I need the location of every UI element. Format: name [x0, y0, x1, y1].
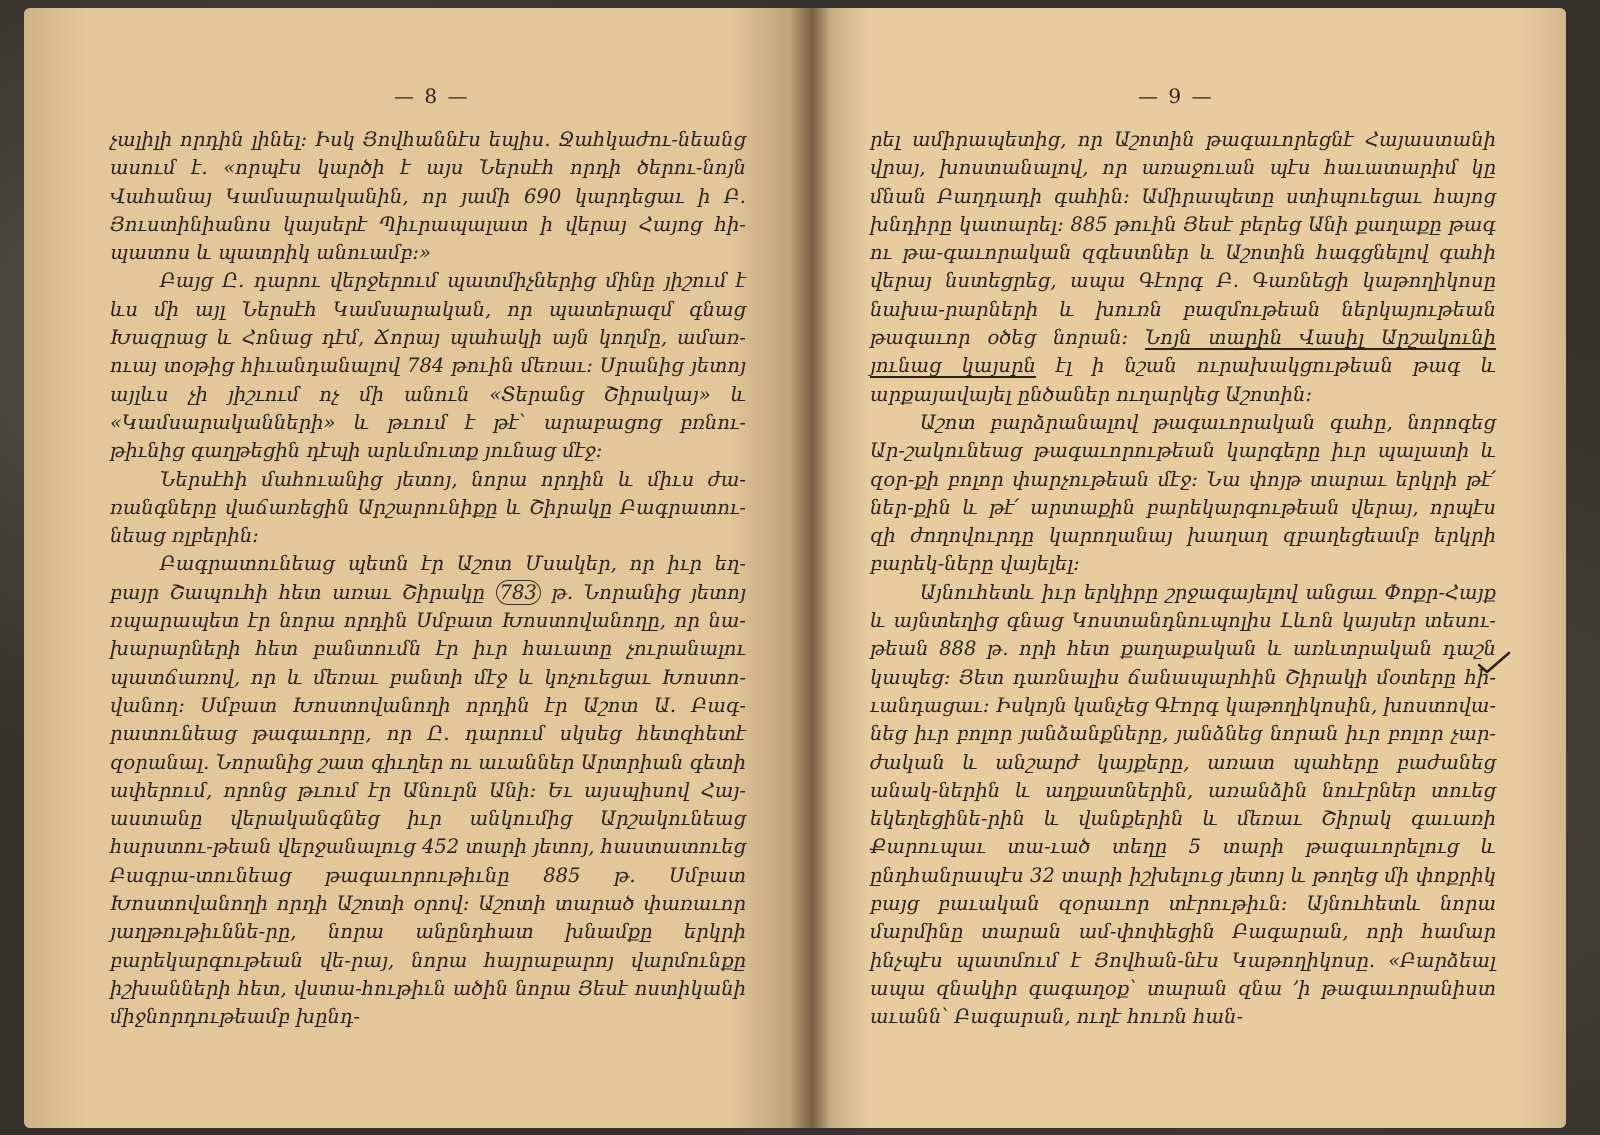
underlined-phrase: Նոյն տարին Վասիլ Արշակունի յունաց կայսրն: [870, 326, 1496, 378]
check-mark-icon: [1476, 648, 1512, 678]
left-page-text: [110, 126, 746, 1032]
paragraph: Աշոտ բարձրանալով թագաւորական գահը, նորոգեց Ար-շակունեաց թագաւորութեան կարգերը իւր պալատի և զօր-քի բոլոր փարչութեան մէջ։ Նա փոյթ տարաւ երկրի թէ՛ ներ-քին և թէ՛ արտաքին բարեկարգութեան վերայ, որպէս զի ժողովուրդը կարողանայ խաղաղ զբաղեցեամբ երկրի բարեկ-ները վայելել։: [870, 410, 1496, 576]
right-page-text: [870, 126, 1496, 1032]
paragraph-text: րել ամիրապետից, որ Աշոտին թագաւորեցնէ Հայաստանի վրայ, խոստանալով, որ առաջուան պէս հաւատարիմ կը մնան Բաղդադի գահին։ Ամիրապետը ստիպուեցաւ հայոց խնդիրը կատարել։ 885 թուին Յեսէ բերեց Անի քաղաքը թագ ու թա-գաւորական զգեստներ և Աշոտին հագցնելով գահի վերայ նստեցրեց, ապա Գէորգ Բ. Գառնեցի կաթողիկոսը նախա-րարների և խուռն բազմութեան ներկայութեան թագաւոր օծեց նորան։: [870, 128, 1496, 350]
paragraph: Այնուհետև իւր երկիրը շրջագայելով անցաւ Փոքր-Հայք և այնտեղից գնաց Կոստանդնուպոլիս Լևոն կայսեր տեսու-թեան 888 թ. որի հետ քաղաքական և առևտրական դաշն կապեց։ Յետ դառնալիս ճանապարհին Շիրակի մօտերը հի-ւանդացաւ։ Իսկոյն կանչեց Գէորգ կաթողիկոսին, խոստովա-նեց իւր բոլոր յանձանքները, յանձնեց նորան իւր բոլոր չար-ժական և անշարժ կայքերը, առատ պահերը բաժանեց անակ-ներին և աղքատներին, առանձին նուէրներ տուեց եկեղեցինե-րին և վանքերին և մեռաւ Շիրակ գաւառի Քարուպաւ տա-ւած տեղը 5 տարի թագաւորելուց և ընդհանրապէս 32 տարի իշխելուց յետոյ և թողեց մի փոքրիկ բայց բաւական զօրաւոր տէրութիւն։ Այնուհետև նորա մարմինը տարան ամ-փոփեցին Բագարան, որի համար ինչպէս պատմում է Յովհան-նէս Կաթողիկոսը. «Բարձեալ ապա զնակիր գագաղօք՝ տարան զնա ՚ի թագաւորանիստ աւանն՝ Բագարան, ուղէ հուռն հան-: [870, 580, 1496, 1029]
paragraph-text: Բագրատունեաց պետն էր Աշոտ Մսակեր, որ իւր եղ-բայր Շապուհի հետ առաւ Շիրակը: [110, 552, 746, 604]
paragraph: [110, 550, 746, 1031]
paragraph: Բայց Ը. դարու վերջերում պատմիչներից մինը յիշում է ևս մի այլ Ներսէհ Կամսարական, որ պատերազմ գնաց Խազրաց և Հոնաց դէմ, Ճորայ պահակի այն կողմը, ամառ-ուայ տօթից հիւանդանալով 784 թուին մեռաւ։ Սրանից յետոյ այլևս չի յիշւում ոչ մի անուն «Տերանց Շիրակայ» և «Կամսարականների» և թւում է թէ՝ արաբացոց բռնու-թիւնից գաղթեցին դէպի արևմուտք յունաց մէջ։: [110, 269, 746, 463]
right-page: [808, 8, 1566, 1128]
paragraph: Ներսէհի մահուանից յետոյ, նորա որդին և միւս ժա-ռանգները վաճառեցին Արշարունիքը և Շիրակը Բագրատու-նեաց ռլբերին։: [110, 467, 746, 548]
paragraph: չալիլի որդին լինել։ Իսկ Յովհաննէս եպիս. Ջահկաժու-նեանց ասում է. «որպէս կարծի է այս Ներսէհ որդի ծերու-նոյն Վահանայ Կամսարականին, որ յամի 690 կարդեցաւ ի Բ. Յուստինիանոս կայսերէ Պիւրապալատ ի վերայ Հայոց հի-պատոս և պատրիկ անուամբ։»: [110, 128, 746, 265]
paragraph: [870, 126, 1496, 409]
book-gutter: [790, 8, 830, 1128]
circled-year: 783: [496, 580, 541, 605]
page-number-left: — 8 —: [394, 84, 470, 108]
paragraph-text: թ. Նորանից յետոյ ռպարապետ էր նորա որդին Սմբատ Խոստովանողը, որ նա-խարարների հետ բանտումն էր իւր հաւատը չուրանալու պատճառով, որ և մեռաւ բանտի մէջ և կոչուեցաւ Խոստո-վանող։ Սմբատ Խոստովանողի որդին էր Աշոտ Ա. Բագ-րատունեաց թագաւորը, որ Ը. դարում սկսեց հետզհետէ զօրանալ. Նորանից շատ գիւղեր ու աւաններ Արտրիան գետի ափերում, որոնց թւում էր Անուրն Անի։ Եւ այսպիսով Հայ-աստանը վերականգնեց իւր անկումից Արշակունեաց հարստու-թեան վերջանալուց 452 տարի յետոյ, հաստատուեց Բագրա-տունեաց թագաւորութիւնը 885 թ. Սմբատ Խոստովանողի որդի Աշոտի օրով։ Աշոտի տարած փառաւոր յաղթութիւննե-րը, նորա անընդհատ խնամքը երկրի բարեկարգութեան վե-րայ, նորա հայրաբարոյ վարմունքը իշխանների հետ, վստա-հութիւն ածին նորա Յեսէ ոստիկանի միջնորդութեամբ խընդ-: [110, 580, 746, 1029]
left-page: [24, 8, 808, 1128]
paragraph-text: էլ ի նշան ուրախակցութեան թագ և արքայավայել ընծաներ ուղարկեց Աշոտին։: [870, 354, 1496, 406]
page-number-right: — 9 —: [1138, 84, 1214, 108]
